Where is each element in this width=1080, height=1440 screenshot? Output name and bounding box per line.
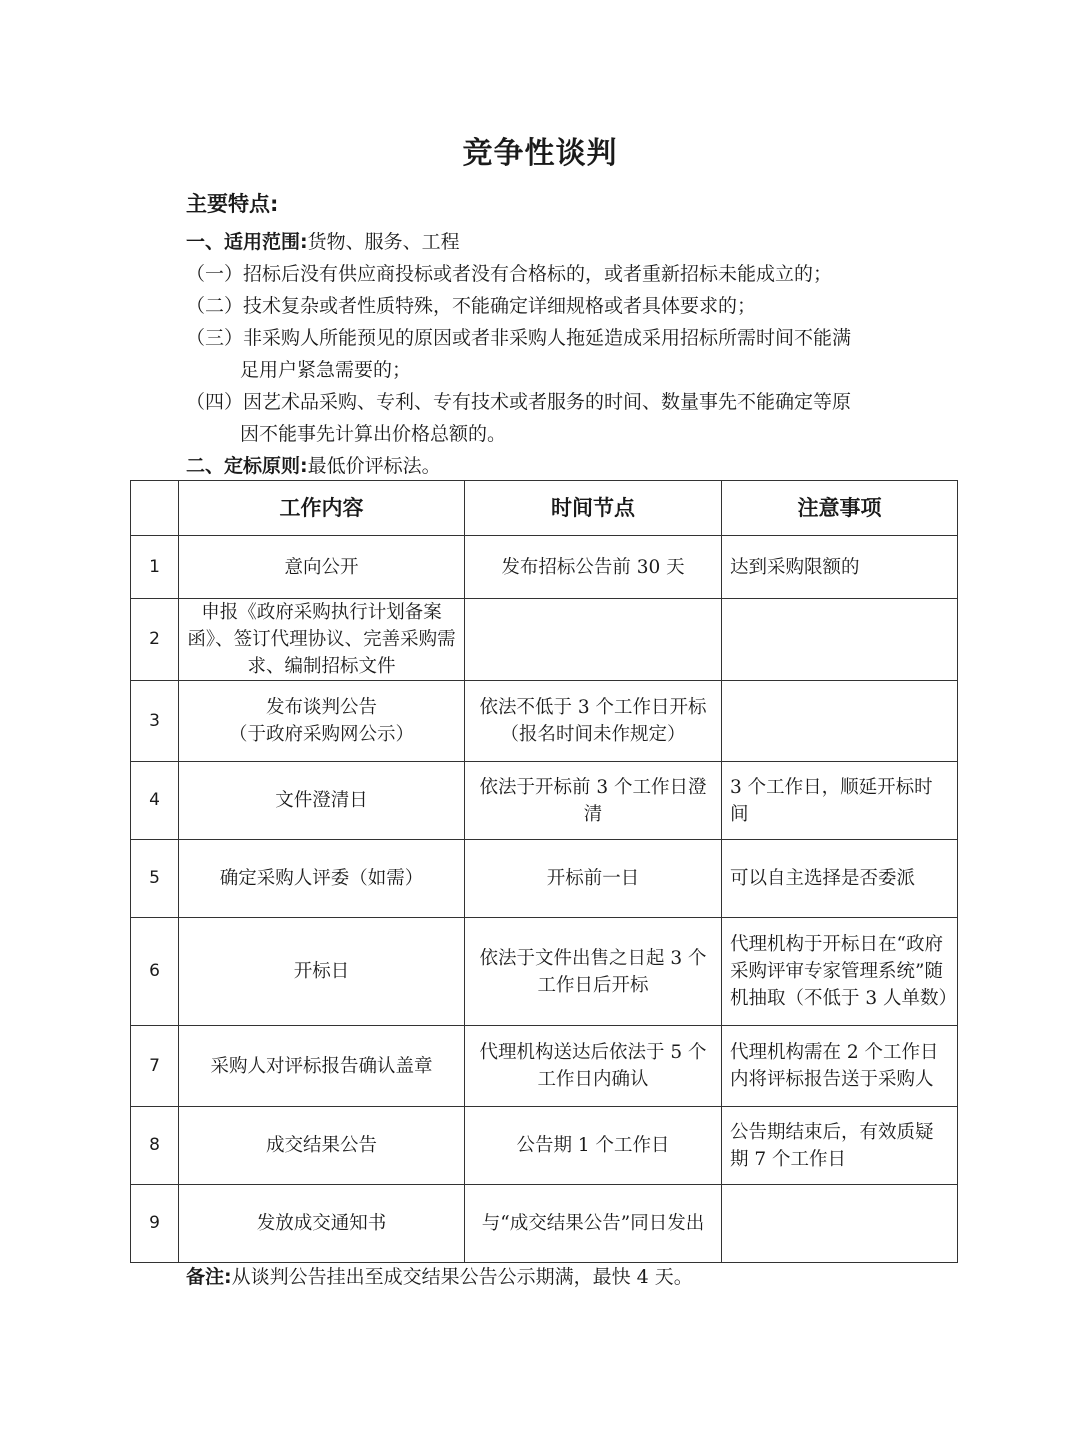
table-row [131, 918, 958, 1026]
remark-line [186, 1262, 693, 1292]
header-time: 时间节点 [465, 481, 722, 536]
row-content: 文件澄清日 [179, 762, 465, 840]
scope-label: 一、适用范围: [186, 231, 308, 253]
header-number [131, 481, 179, 536]
table-row [131, 681, 958, 762]
table-row [131, 762, 958, 840]
row-note: 代理机构需在 2 个工作日内将评标报告送于采购人 [722, 1026, 958, 1107]
row-time: 公告期 1 个工作日 [465, 1107, 722, 1185]
row-content: 意向公开 [179, 536, 465, 599]
remark-value: 从谈判公告挂出至成交结果公告公示期满，最快 4 天。 [231, 1266, 693, 1288]
row-note [722, 599, 958, 681]
scope-item-1: （一）招标后没有供应商投标或者没有合格标的，或者重新招标未能成立的； [186, 263, 833, 285]
row-number: 6 [131, 918, 179, 1026]
row-time: 依法于文件出售之日起 3 个工作日后开标 [465, 918, 722, 1026]
table-header-row [131, 481, 958, 536]
row-time: 开标前一日 [465, 840, 722, 918]
scope-value: 货物、服务、工程 [307, 231, 460, 253]
row-note: 公告期结束后，有效质疑期 7 个工作日 [722, 1107, 958, 1185]
row-number: 1 [131, 536, 179, 599]
principle-label: 二、定标原则: [186, 455, 308, 477]
row-note: 可以自主选择是否委派 [722, 840, 958, 918]
row-content: 采购人对评标报告确认盖章 [179, 1026, 465, 1107]
scope-item-2: （二）技术复杂或者性质特殊，不能确定详细规格或者具体要求的； [186, 295, 757, 317]
row-content: 开标日 [179, 918, 465, 1026]
header-content: 工作内容 [179, 481, 465, 536]
scope-line [186, 226, 460, 258]
row-note: 代理机构于开标日在“政府采购评审专家管理系统”随机抽取（不低于 3 人单数） [722, 918, 958, 1026]
features-heading: 主要特点: [186, 192, 279, 216]
header-note: 注意事项 [722, 481, 958, 536]
row-time: 依法不低于 3 个工作日开标 （报名时间未作规定） [465, 681, 722, 762]
row-content: 发布谈判公告 （于政府采购网公示） [179, 681, 465, 762]
row-number: 8 [131, 1107, 179, 1185]
table-row [131, 1026, 958, 1107]
schedule-table [130, 480, 958, 1263]
scope-item-4: （四）因艺术品采购、专利、专有技术或者服务的时间、数量事先不能确定等原 [186, 391, 852, 413]
row-content: 确定采购人评委（如需） [179, 840, 465, 918]
row-note [722, 681, 958, 762]
row-number: 2 [131, 599, 179, 681]
table-row [131, 1107, 958, 1185]
row-number: 9 [131, 1185, 179, 1263]
row-content: 申报《政府采购执行计划备案函》、签订代理协议、完善采购需求、编制招标文件 [179, 599, 465, 681]
table-row [131, 536, 958, 599]
row-time: 与“成交结果公告”同日发出 [465, 1185, 722, 1263]
scope-item-3: （三）非采购人所能预见的原因或者非采购人拖延造成采用招标所需时间不能满 [186, 327, 852, 349]
scope-item-3-cont: 足用户紧急需要的； [240, 359, 412, 381]
table-row [131, 840, 958, 918]
row-time [465, 599, 722, 681]
row-number: 7 [131, 1026, 179, 1107]
table-row [131, 599, 958, 681]
row-number: 4 [131, 762, 179, 840]
row-time: 发布招标公告前 30 天 [465, 536, 722, 599]
row-content: 发放成交通知书 [179, 1185, 465, 1263]
remark-label: 备注: [186, 1266, 232, 1288]
row-content: 成交结果公告 [179, 1107, 465, 1185]
row-note: 达到采购限额的 [722, 536, 958, 599]
scope-item-4-cont: 因不能事先计算出价格总额的。 [240, 423, 507, 445]
principle-value: 最低价评标法。 [307, 455, 441, 477]
principle-line [186, 450, 441, 482]
row-time: 依法于开标前 3 个工作日澄清 [465, 762, 722, 840]
row-note: 3 个工作日，顺延开标时间 [722, 762, 958, 840]
row-time: 代理机构送达后依法于 5 个工作日内确认 [465, 1026, 722, 1107]
page-title: 竞争性谈判 [462, 136, 618, 171]
row-number: 5 [131, 840, 179, 918]
row-note [722, 1185, 958, 1263]
table-row [131, 1185, 958, 1263]
row-number: 3 [131, 681, 179, 762]
